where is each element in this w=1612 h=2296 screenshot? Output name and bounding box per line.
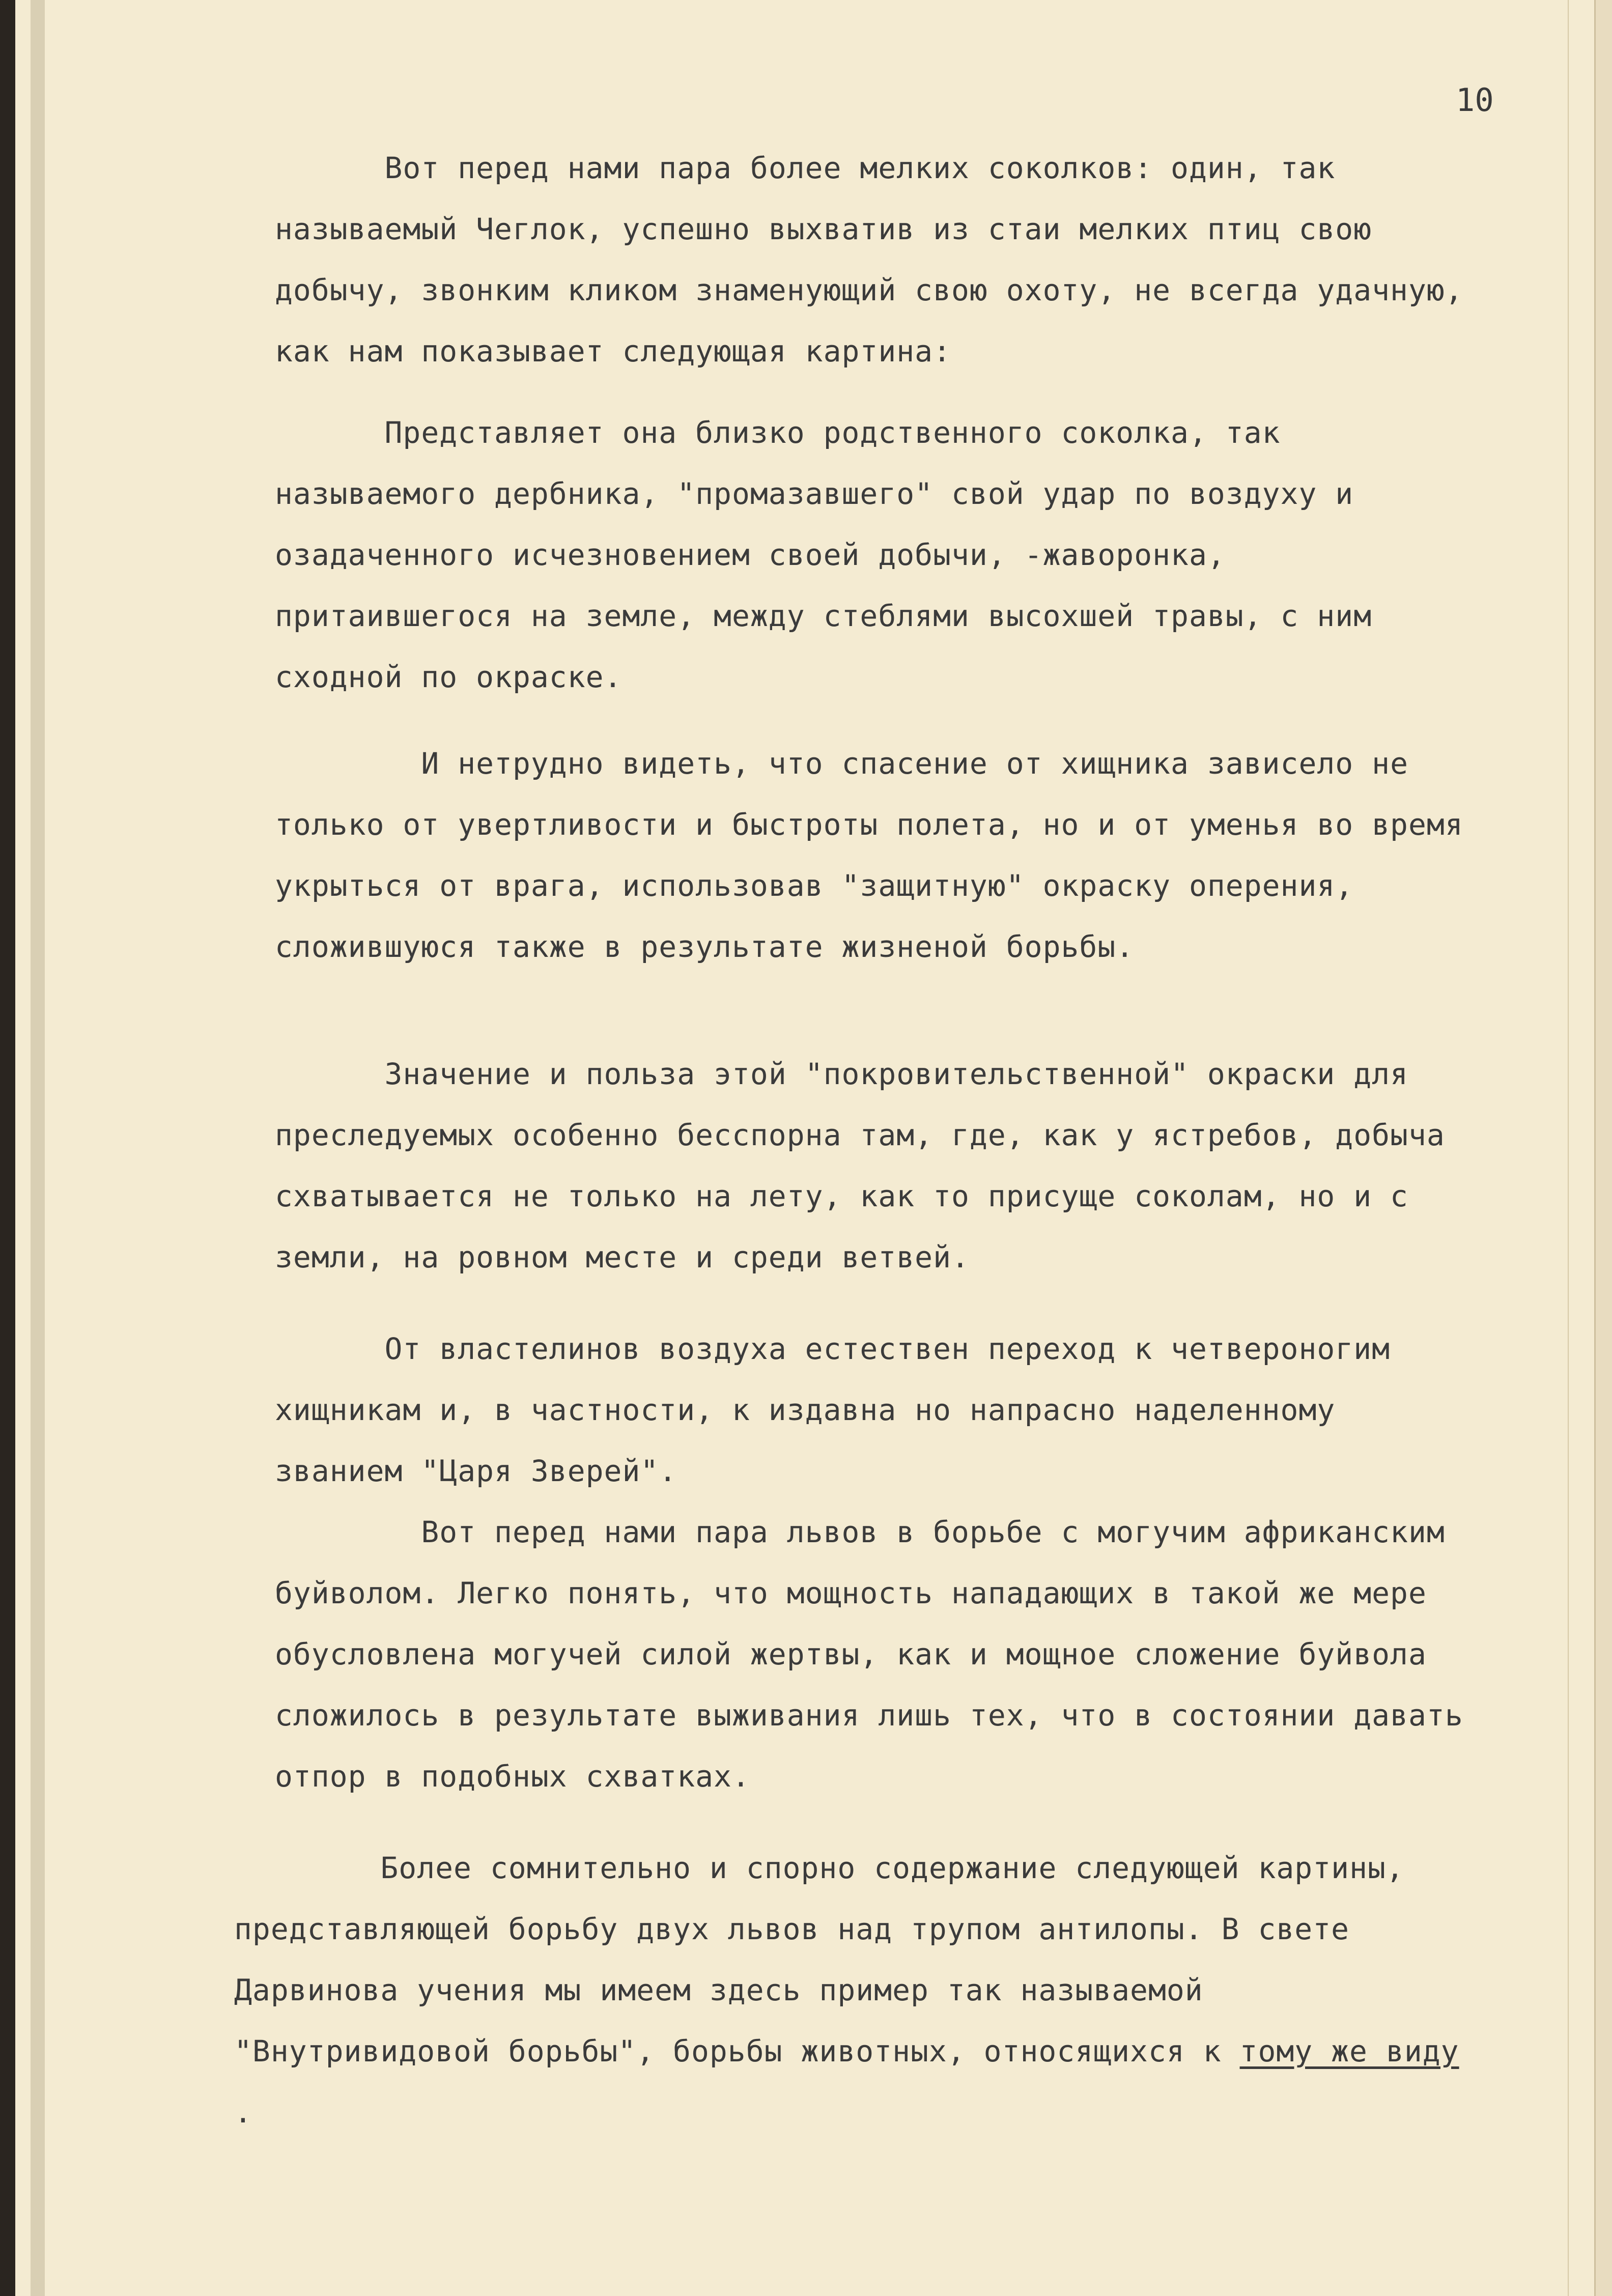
paragraph-7 xyxy=(234,1837,1476,2143)
underlined-phrase: тому же виду xyxy=(1239,2034,1459,2068)
page-fold xyxy=(31,0,45,2296)
page-number: 10 xyxy=(1456,81,1494,119)
paragraph-5: От властелинов воздуха естествен переход к четвероногим хищникам и, в частности, к издавна но напрасно наделенному званием "Царя Зверей". xyxy=(275,1331,1408,1488)
paragraph-2: Представляет она близко родственного соколка, так называемого дербника, "промазавшего" свой удар по воздуху и озадаченного исчезновением своей добычи, -жаворонка, притаившегося на земле, между стеблями высохшей травы, с ним сходной по окраске. xyxy=(275,415,1391,694)
page-edge xyxy=(1594,0,1612,2296)
page-margin-line xyxy=(1568,0,1569,2296)
paragraph-7-text: Более сомнительно и спорно содержание следующей картины, представляющей борьбу двух львов над трупом антилопы. В свете Дарвинова учения мы имеем здесь пример так называемой "Внутривидовой борьбы", борьбы животных, относящихся к xyxy=(234,1851,1423,2068)
paragraph-3: И нетрудно видеть, что спасение от хищника зависело не только от увертливости и быстроты полета, но и от уменья во время укрыться от врага, использовав "защитную" окраску оперения, сложившуюся также в результате жизненой борьбы. xyxy=(275,746,1482,964)
final-period: . xyxy=(234,2034,1478,2130)
paragraph-4: Значение и польза этой "покровительственной" окраски для преследуемых особенно бесспорна там, где, как у ястребов, добыча схватывается не только на лету, как то присуще соколам, но и с земли, на ровном месте и среди ветвей. xyxy=(275,1057,1463,1274)
binding-strip xyxy=(0,0,15,2296)
paragraph-1: Вот перед нами пара более мелких соколков: один, так называемый Чеглок, успешно выхватив из стаи мелких птиц свою добычу, звонким кликом знаменующий свою охоту, не всегда удачную, как нам показывает следующая картина: xyxy=(275,151,1482,369)
paragraph-6: Вот перед нами пара львов в борьбе с могучим африканским буйволом. Легко понять, что мощность нападающих в такой же мере обусловлена могучей силой жертвы, как и мощное сложение буйвола сложилось в результате выживания лишь тех, что в состоянии давать отпор в подобных схватках. xyxy=(275,1515,1482,1794)
